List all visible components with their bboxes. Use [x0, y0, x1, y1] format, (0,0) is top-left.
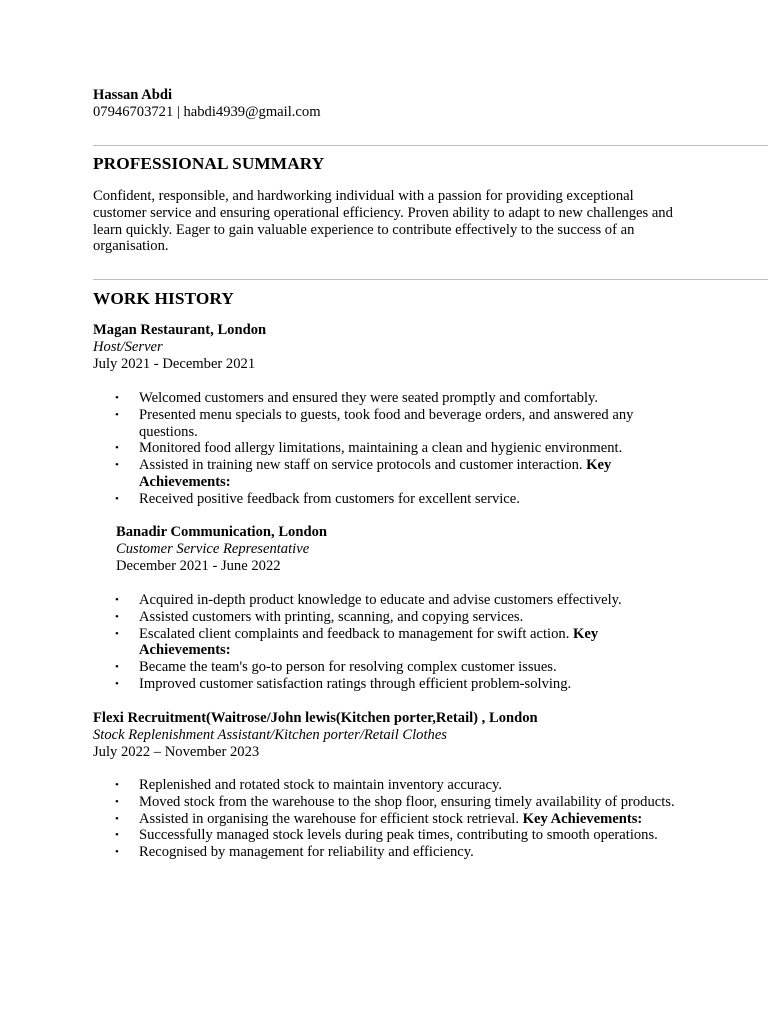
bullet-icon: •	[115, 627, 119, 640]
list-item	[93, 659, 683, 676]
duty-text: Improved customer satisfaction ratings through efficient problem-solving.	[139, 675, 572, 692]
work-history-heading: WORK HISTORY	[93, 289, 234, 308]
list-item	[93, 794, 683, 811]
bullet-icon: •	[115, 408, 119, 421]
list-item	[93, 827, 683, 844]
bullet-icon: •	[115, 829, 119, 842]
bullet-icon: •	[115, 846, 119, 859]
duty-text: Replenished and rotated stock to maintain inventory accuracy.	[139, 777, 502, 793]
duty-text: Acquired in-depth product knowledge to educate and advise customers effectively.	[139, 592, 622, 608]
job-duties-list	[93, 390, 683, 508]
summary-text: Confident, responsible, and hardworking individual with a passion for providing exceptional customer service and ensuring operational efficiency. Proven ability to adapt to new challenges and learn quickly. Eager to gain valuable experience to contribute effectively to the success of an organisation.	[93, 188, 673, 255]
bullet-icon: •	[115, 392, 119, 404]
duty-text: Monitored food allergy limitations, maintaining a clean and hygienic environment.	[139, 440, 623, 457]
job-dates: December 2021 - June 2022	[116, 557, 281, 574]
summary-heading: PROFESSIONAL SUMMARY	[93, 154, 325, 173]
bullet-icon: •	[115, 610, 119, 623]
duty-text: Recognised by management for reliability and efficiency.	[139, 844, 474, 861]
duty-text: Welcomed customers and ensured they were seated promptly and comfortably.	[139, 390, 599, 406]
job-duties-list	[93, 592, 683, 693]
duty-text: Assisted in training new staff on service protocols and customer interaction.	[139, 457, 583, 474]
job-role: Customer Service Representative	[116, 540, 310, 557]
job-dates: July 2022 – November 2023	[93, 743, 260, 760]
key-achievements-label: Key Achievements:	[522, 810, 643, 827]
bullet-icon: •	[115, 779, 119, 791]
job-dates: July 2021 - December 2021	[93, 355, 256, 372]
duty-text: Assisted in organising the warehouse for efficient stock retrieval.	[139, 810, 520, 827]
job-duties-list	[93, 777, 683, 861]
duty-text: Moved stock from the warehouse to the shop floor, ensuring timely availability of products.	[139, 793, 675, 810]
bullet-icon: •	[115, 795, 119, 808]
duty-text: Escalated client complaints and feedback to management for swift action.	[139, 625, 570, 642]
list-item	[93, 457, 683, 491]
candidate-name: Hassan Abdi	[93, 87, 173, 103]
duty-text: Successfully managed stock levels during peak times, contributing to smooth operations.	[139, 827, 658, 844]
bullet-icon: •	[115, 661, 119, 674]
key-achievements-label: Key Achievements:	[139, 625, 599, 659]
bullet-icon: •	[115, 594, 119, 606]
list-item	[93, 491, 683, 508]
key-achievements-label: Key Achievements:	[139, 457, 612, 490]
duty-text: Received positive feedback from customers for excellent service.	[139, 490, 520, 507]
list-item	[93, 811, 683, 828]
list-item	[93, 609, 683, 626]
list-item	[93, 777, 683, 794]
job-company: Flexi Recruitment(Waitrose/John lewis(Kitchen porter,Retail) , London	[93, 710, 538, 726]
bullet-icon: •	[115, 677, 119, 690]
bullet-icon: •	[115, 459, 119, 472]
list-item	[93, 844, 683, 861]
duty-text: Became the team's go-to person for resolving complex customer issues.	[139, 659, 557, 676]
list-item	[93, 390, 683, 407]
list-item	[93, 592, 683, 609]
contact-line: 07946703721 | habdi4939@gmail.com	[93, 104, 321, 120]
job-company: Banadir Communication, London	[116, 524, 327, 540]
list-item	[93, 407, 683, 441]
job-role: Host/Server	[93, 338, 163, 355]
job-entry-header	[116, 524, 706, 574]
job-role: Stock Replenishment Assistant/Kitchen porter/Retail Clothes	[93, 726, 447, 743]
list-item	[93, 626, 683, 660]
list-item	[93, 676, 683, 693]
list-item	[93, 440, 683, 457]
duty-text: Presented menu specials to guests, took food and beverage orders, and answered any questions.	[139, 406, 634, 440]
job-entry-header	[93, 322, 683, 372]
duty-text: Assisted customers with printing, scanning, and copying services.	[139, 608, 524, 625]
bullet-icon: •	[115, 442, 119, 455]
bullet-icon: •	[115, 492, 119, 505]
bullet-icon: •	[115, 812, 119, 825]
job-company: Magan Restaurant, London	[93, 322, 267, 338]
section-divider	[93, 279, 768, 280]
job-entry-header	[93, 710, 683, 760]
section-divider	[93, 145, 768, 146]
